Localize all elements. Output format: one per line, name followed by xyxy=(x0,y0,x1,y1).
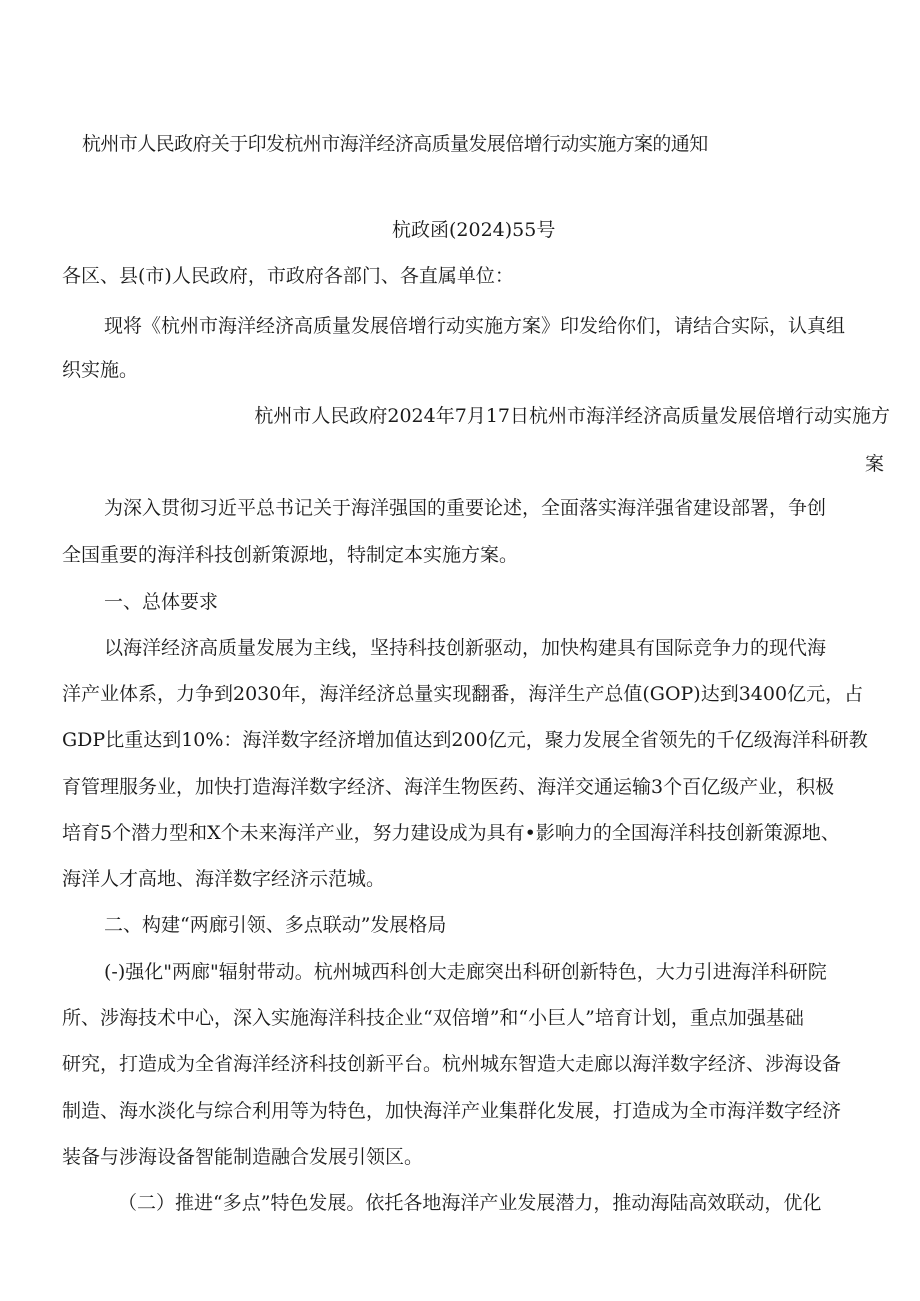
section-heading: 二、构建“两廊引领、多点联动”发展格局 xyxy=(104,914,447,936)
section1-line: 培育5个潜力型和X个未来海洋产业，努力建设成为具有•影响力的全国海洋科技创新策源地、 xyxy=(62,822,840,844)
signature-line: 杭州市人民政府2024年7月17日杭州市海洋经济高质量发展倍增行动实施方 xyxy=(254,405,890,427)
section2-line: 研究，打造成为全省海洋经济科技创新平台。杭州城东智造大走廊以海洋数字经济、涉海设备 xyxy=(62,1053,842,1075)
section1-line: 洋产业体系，力争到2030年，海洋经济总量实现翻番，海洋生产总值(GOP)达到3400亿元，占 xyxy=(62,683,864,705)
section2-line: (-)强化"两廊"辐射带动。杭州城西科创大走廊突出科研创新特色，大力引进海洋科研院 xyxy=(104,961,827,983)
section1-line: 育管理服务业，加快打造海洋数字经济、海洋生物医药、海洋交通运输3个百亿级产业，积极 xyxy=(62,776,835,798)
section2-line: 所、涉海技术中心，深入实施海洋科技企业“双倍增”和“小巨人”培育计划，重点加强基础 xyxy=(62,1007,804,1029)
signature-line: 案 xyxy=(864,453,884,475)
section2-line: 制造、海水淡化与综合利用等为特色，加快海洋产业集群化发展，打造成为全市海洋数字经济 xyxy=(62,1100,842,1122)
intro-line: 现将《杭州市海洋经济高质量发展倍增行动实施方案》印发给你们，请结合实际，认真组 xyxy=(104,315,846,337)
document-number: 杭政函(2024)55号 xyxy=(392,219,556,241)
section1-line: GDP比重达到10%：海洋数字经济增加值达到200亿元，聚力发展全省领先的千亿级海洋科研教 xyxy=(62,729,868,751)
section1-line: 海洋人才高地、海洋数字经济示范城。 xyxy=(62,868,386,890)
document-title: 杭州市人民政府关于印发杭州市海洋经济高质量发展倍增行动实施方案的通知 xyxy=(82,133,708,155)
section-heading: 一、总体要求 xyxy=(104,591,219,613)
preamble-line: 为深入贯彻习近平总书记关于海洋强国的重要论述，全面落实海洋强省建设部署，争创 xyxy=(104,497,827,519)
preamble-line: 全国重要的海洋科技创新策源地，特制定本实施方案。 xyxy=(62,544,519,566)
section1-line: 以海洋经济高质量发展为主线，坚持科技创新驱动，加快构建具有国际竞争力的现代海 xyxy=(104,637,827,659)
section2-line: （二）推进“多点”特色发展。依托各地海洋产业发展潜力，推动海陆高效联动，优化 xyxy=(118,1192,822,1214)
salutation: 各区、县(市)人民政府，市政府各部门、各直属单位： xyxy=(62,265,514,287)
section2-line: 装备与涉海设备智能制造融合发展引领区。 xyxy=(62,1146,424,1168)
intro-line: 织实施。 xyxy=(62,359,139,381)
